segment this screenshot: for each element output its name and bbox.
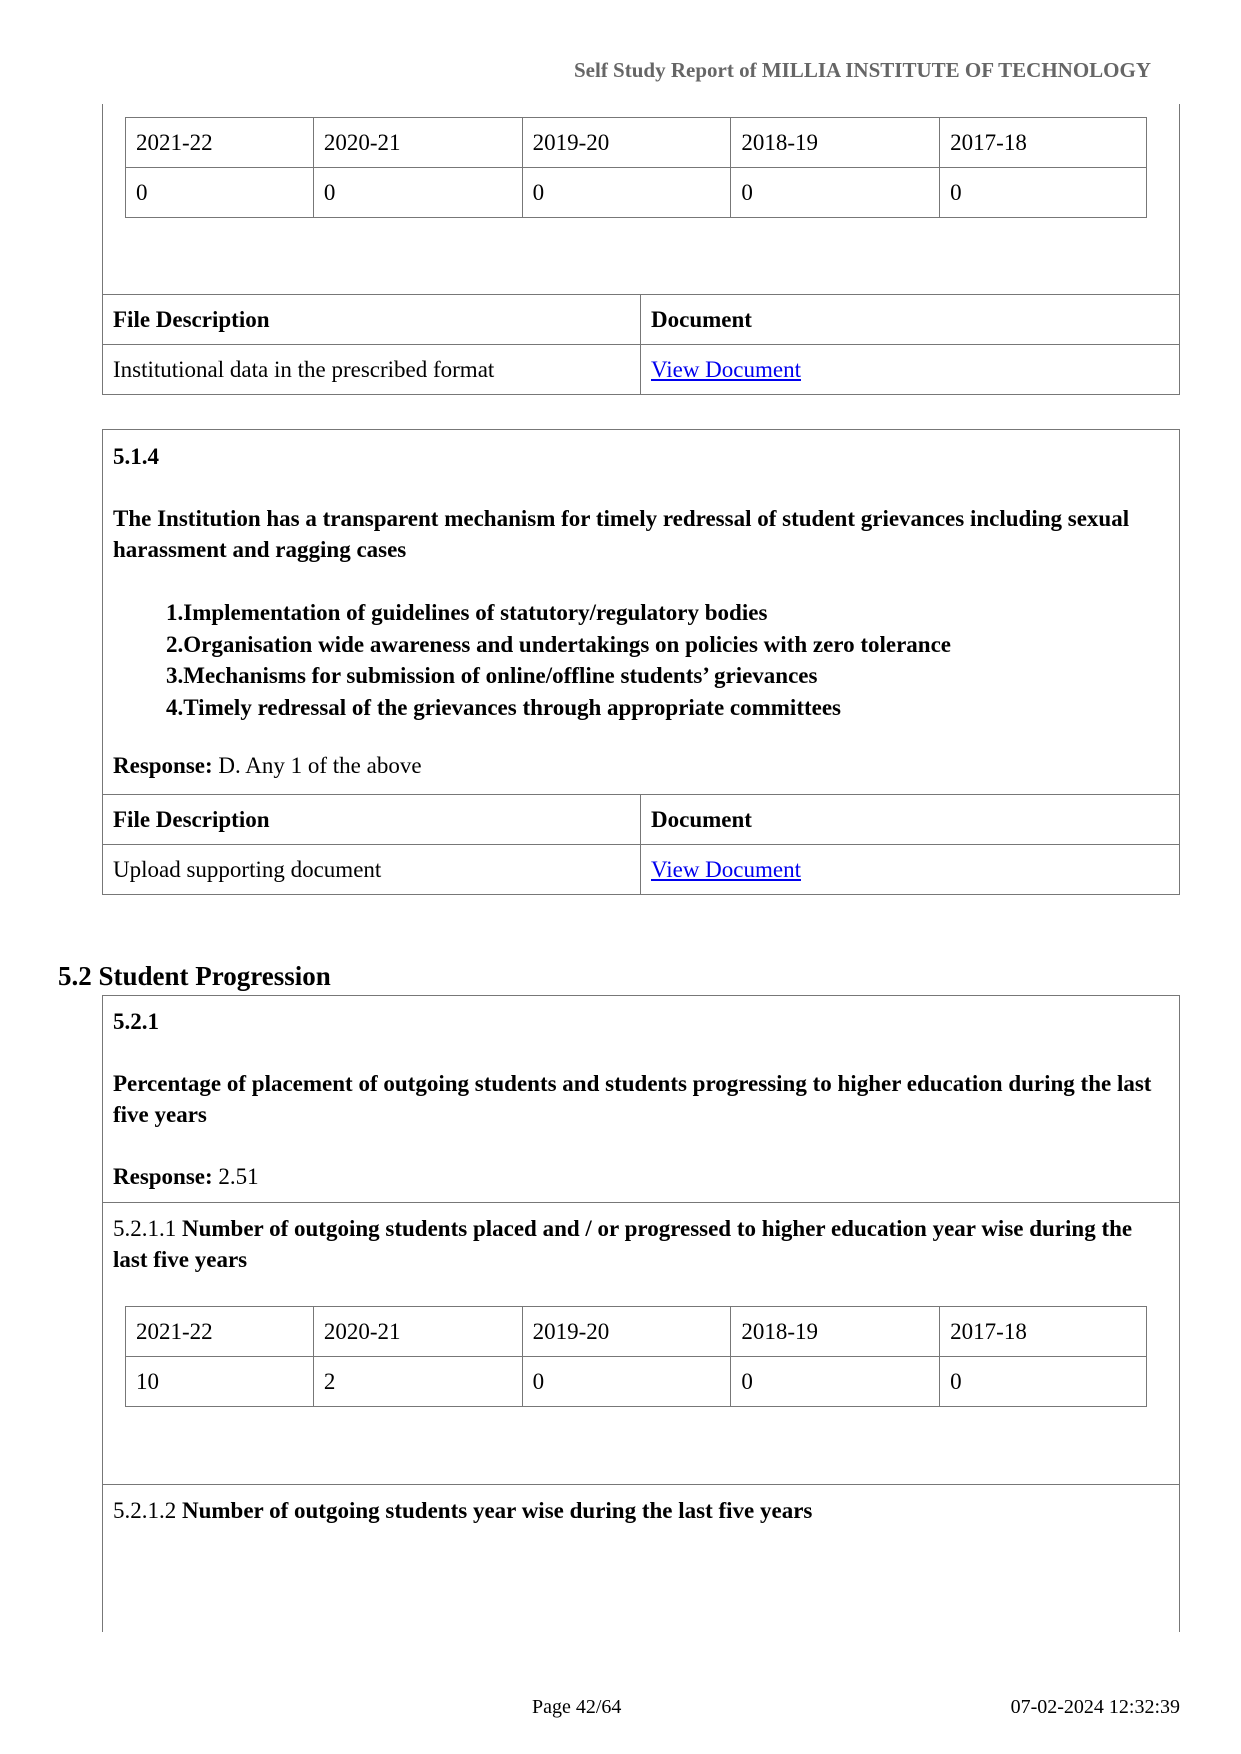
top-year-table (125, 117, 1147, 218)
list-item: 4.Timely redressal of the grievances through appropriate committees (166, 694, 842, 720)
table-row (126, 168, 1147, 218)
year-cell: 2018-19 (731, 118, 940, 168)
placement-year-table (125, 1306, 1147, 1407)
table-row (103, 845, 1180, 895)
sub-metric-text (113, 1213, 1168, 1275)
year-cell: 2021-22 (126, 118, 314, 168)
response-label: Response: (113, 753, 213, 778)
response-line (113, 750, 422, 782)
document-header: Document (641, 795, 1180, 845)
response-label: Response: (113, 1164, 213, 1189)
file-description-table (102, 294, 1180, 395)
file-description-cell: Institutional data in the prescribed format (103, 345, 641, 395)
year-cell: 2019-20 (522, 118, 731, 168)
list-item: 3.Mechanisms for submission of online/offline students’ grievances (166, 663, 818, 688)
value-cell: 0 (313, 168, 522, 218)
year-cell: 2020-21 (313, 1307, 522, 1357)
metric-question: The Institution has a transparent mechanism for timely redressal of student grievances including sexual harassment and ragging cases (113, 506, 1130, 562)
file-description-cell: Upload supporting document (103, 845, 641, 895)
sub-metric-id: 5.2.1.2 (113, 1498, 177, 1523)
year-cell: 2021-22 (126, 1307, 314, 1357)
file-description-header: File Description (103, 295, 641, 345)
sub-metric-id: 5.2.1.1 (113, 1216, 177, 1241)
value-cell: 10 (126, 1357, 314, 1407)
footer-timestamp: 07-02-2024 12:32:39 (1010, 1696, 1180, 1718)
document-cell (641, 345, 1180, 395)
year-cell: 2017-18 (940, 118, 1147, 168)
value-cell: 0 (522, 168, 731, 218)
list-item: 2.Organisation wide awareness and undertakings on policies with zero tolerance (166, 631, 951, 657)
response-value: D. Any 1 of the above (218, 753, 422, 778)
report-header: Self Study Report of MILLIA INSTITUTE OF TECHNOLOGY (573, 58, 1151, 82)
metric-id: 5.2.1 (113, 1009, 159, 1034)
sub-metric-description: Number of outgoing students placed and / or progressed to higher education year wise during the last five years (113, 1216, 1133, 1272)
metric-question: Percentage of placement of outgoing students and students progressing to higher education during the last five years (113, 1071, 1152, 1127)
response-line (113, 1161, 259, 1193)
document-cell (641, 845, 1180, 895)
year-cell: 2017-18 (940, 1307, 1147, 1357)
table-row (126, 1357, 1147, 1407)
year-cell: 2020-21 (313, 118, 522, 168)
file-description-table (102, 794, 1180, 895)
value-cell: 0 (731, 1357, 940, 1407)
section-title: 5.2 Student Progression (58, 961, 331, 991)
value-cell: 0 (126, 168, 314, 218)
sub-metric-description: Number of outgoing students year wise during the last five years (182, 1498, 813, 1523)
view-document-link[interactable]: View Document (651, 356, 801, 382)
view-document-link[interactable]: View Document (651, 856, 801, 882)
value-cell: 2 (313, 1357, 522, 1407)
table-row (126, 1307, 1147, 1357)
table-row (103, 295, 1180, 345)
document-header: Document (641, 295, 1180, 345)
criteria-list (166, 597, 951, 723)
table-row (126, 118, 1147, 168)
value-cell: 0 (522, 1357, 731, 1407)
table-row (103, 345, 1180, 395)
metric-id: 5.1.4 (113, 444, 159, 469)
year-cell: 2018-19 (731, 1307, 940, 1357)
file-description-header: File Description (103, 795, 641, 845)
response-value: 2.51 (218, 1164, 259, 1189)
value-cell: 0 (940, 168, 1147, 218)
value-cell: 0 (940, 1357, 1147, 1407)
value-cell: 0 (731, 168, 940, 218)
list-item: 1.Implementation of guidelines of statutory/regulatory bodies (166, 600, 768, 625)
year-cell: 2019-20 (522, 1307, 731, 1357)
table-row (103, 795, 1180, 845)
page-number: Page 42/64 (532, 1696, 622, 1718)
sub-metric-text (113, 1495, 812, 1527)
